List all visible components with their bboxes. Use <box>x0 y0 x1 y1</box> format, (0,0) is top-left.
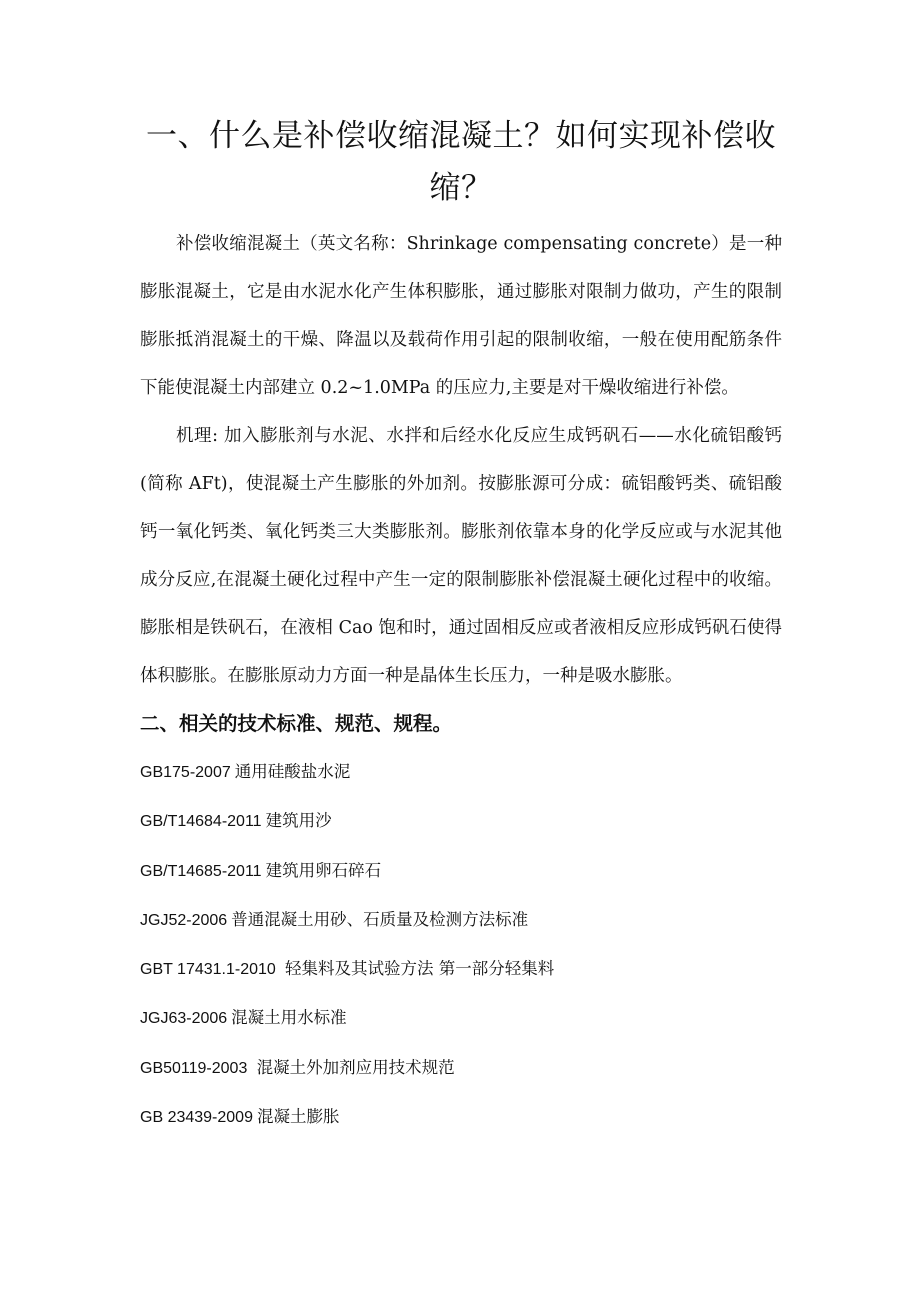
list-item <box>140 748 782 797</box>
list-item <box>140 994 782 1043</box>
standard-name: 混凝土膨胀 <box>256 1107 340 1127</box>
standard-name: 普通混凝土用砂、石质量及检测方法标准 <box>231 909 529 929</box>
standard-name: 通用硅酸盐水泥 <box>234 762 351 781</box>
standard-code: JGJ63-2006 <box>140 1010 228 1028</box>
standards-list <box>140 748 782 1142</box>
section-heading-standards: 二、相关的技术标准、规范、规程。 <box>140 712 453 735</box>
standard-name: 混凝土外加剂应用技术规范 <box>251 1057 455 1077</box>
standard-code: GB175-2007 <box>140 764 231 781</box>
standard-code: GB50119-2003 <box>140 1059 248 1077</box>
standard-code: GB/T14684-2011 <box>140 813 262 831</box>
page-title: 一、什么是补偿收缩混凝土？如何实现补偿收缩？ <box>146 118 776 206</box>
standard-name: 轻集料及其试验方法 第一部分轻集料 <box>279 959 555 979</box>
standard-code: GB/T14685-2011 <box>140 862 262 880</box>
list-item <box>140 945 782 994</box>
list-item <box>140 847 782 896</box>
standard-name: 建筑用沙 <box>265 811 332 831</box>
standard-code: GBT 17431.1-2010 <box>140 961 276 979</box>
paragraph-definition: 补偿收缩混凝土（英文名称：Shrinkage compensating concrete）是一种膨胀混凝土，它是由水泥水化产生体积膨胀，通过膨胀对限制力做功，产生的限制膨胀抵消混凝土的干燥、降温以及载荷作用引起的限制收缩，一般在使用配筋条件下能使混凝土内部建立 0.2~1.0MPa 的压应力,主要是对干燥收缩进行补偿。 <box>140 234 782 398</box>
standard-name: 混凝土用水标准 <box>231 1008 347 1028</box>
standard-name: 建筑用卵石碎石 <box>265 860 382 880</box>
paragraph-mechanism: 机理: 加入膨胀剂与水泥、水拌和后经水化反应生成钙矾石——水化硫铝酸钙(简称 AFt)，使混凝土产生膨胀的外加剂。按膨胀源可分成：硫铝酸钙类、硫铝酸钙一氧化钙类、氧化钙类三大类膨胀剂。膨胀剂依靠本身的化学反应或与水泥其他成分反应,在混凝土硬化过程中产生一定的限制膨胀补偿混凝土硬化过程中的收缩。膨胀相是铁矾石，在液相 Cao 饱和时，通过固相反应或者液相反应形成钙矾石使得体积膨胀。在膨胀原动力方面一种是晶体生长压力，一种是吸水膨胀。 <box>140 426 782 686</box>
list-item <box>140 896 782 945</box>
list-item <box>140 797 782 846</box>
list-item <box>140 1044 782 1093</box>
list-item <box>140 1093 782 1142</box>
standard-code: JGJ52-2006 <box>140 911 228 929</box>
standard-code: GB 23439-2009 <box>140 1109 253 1127</box>
